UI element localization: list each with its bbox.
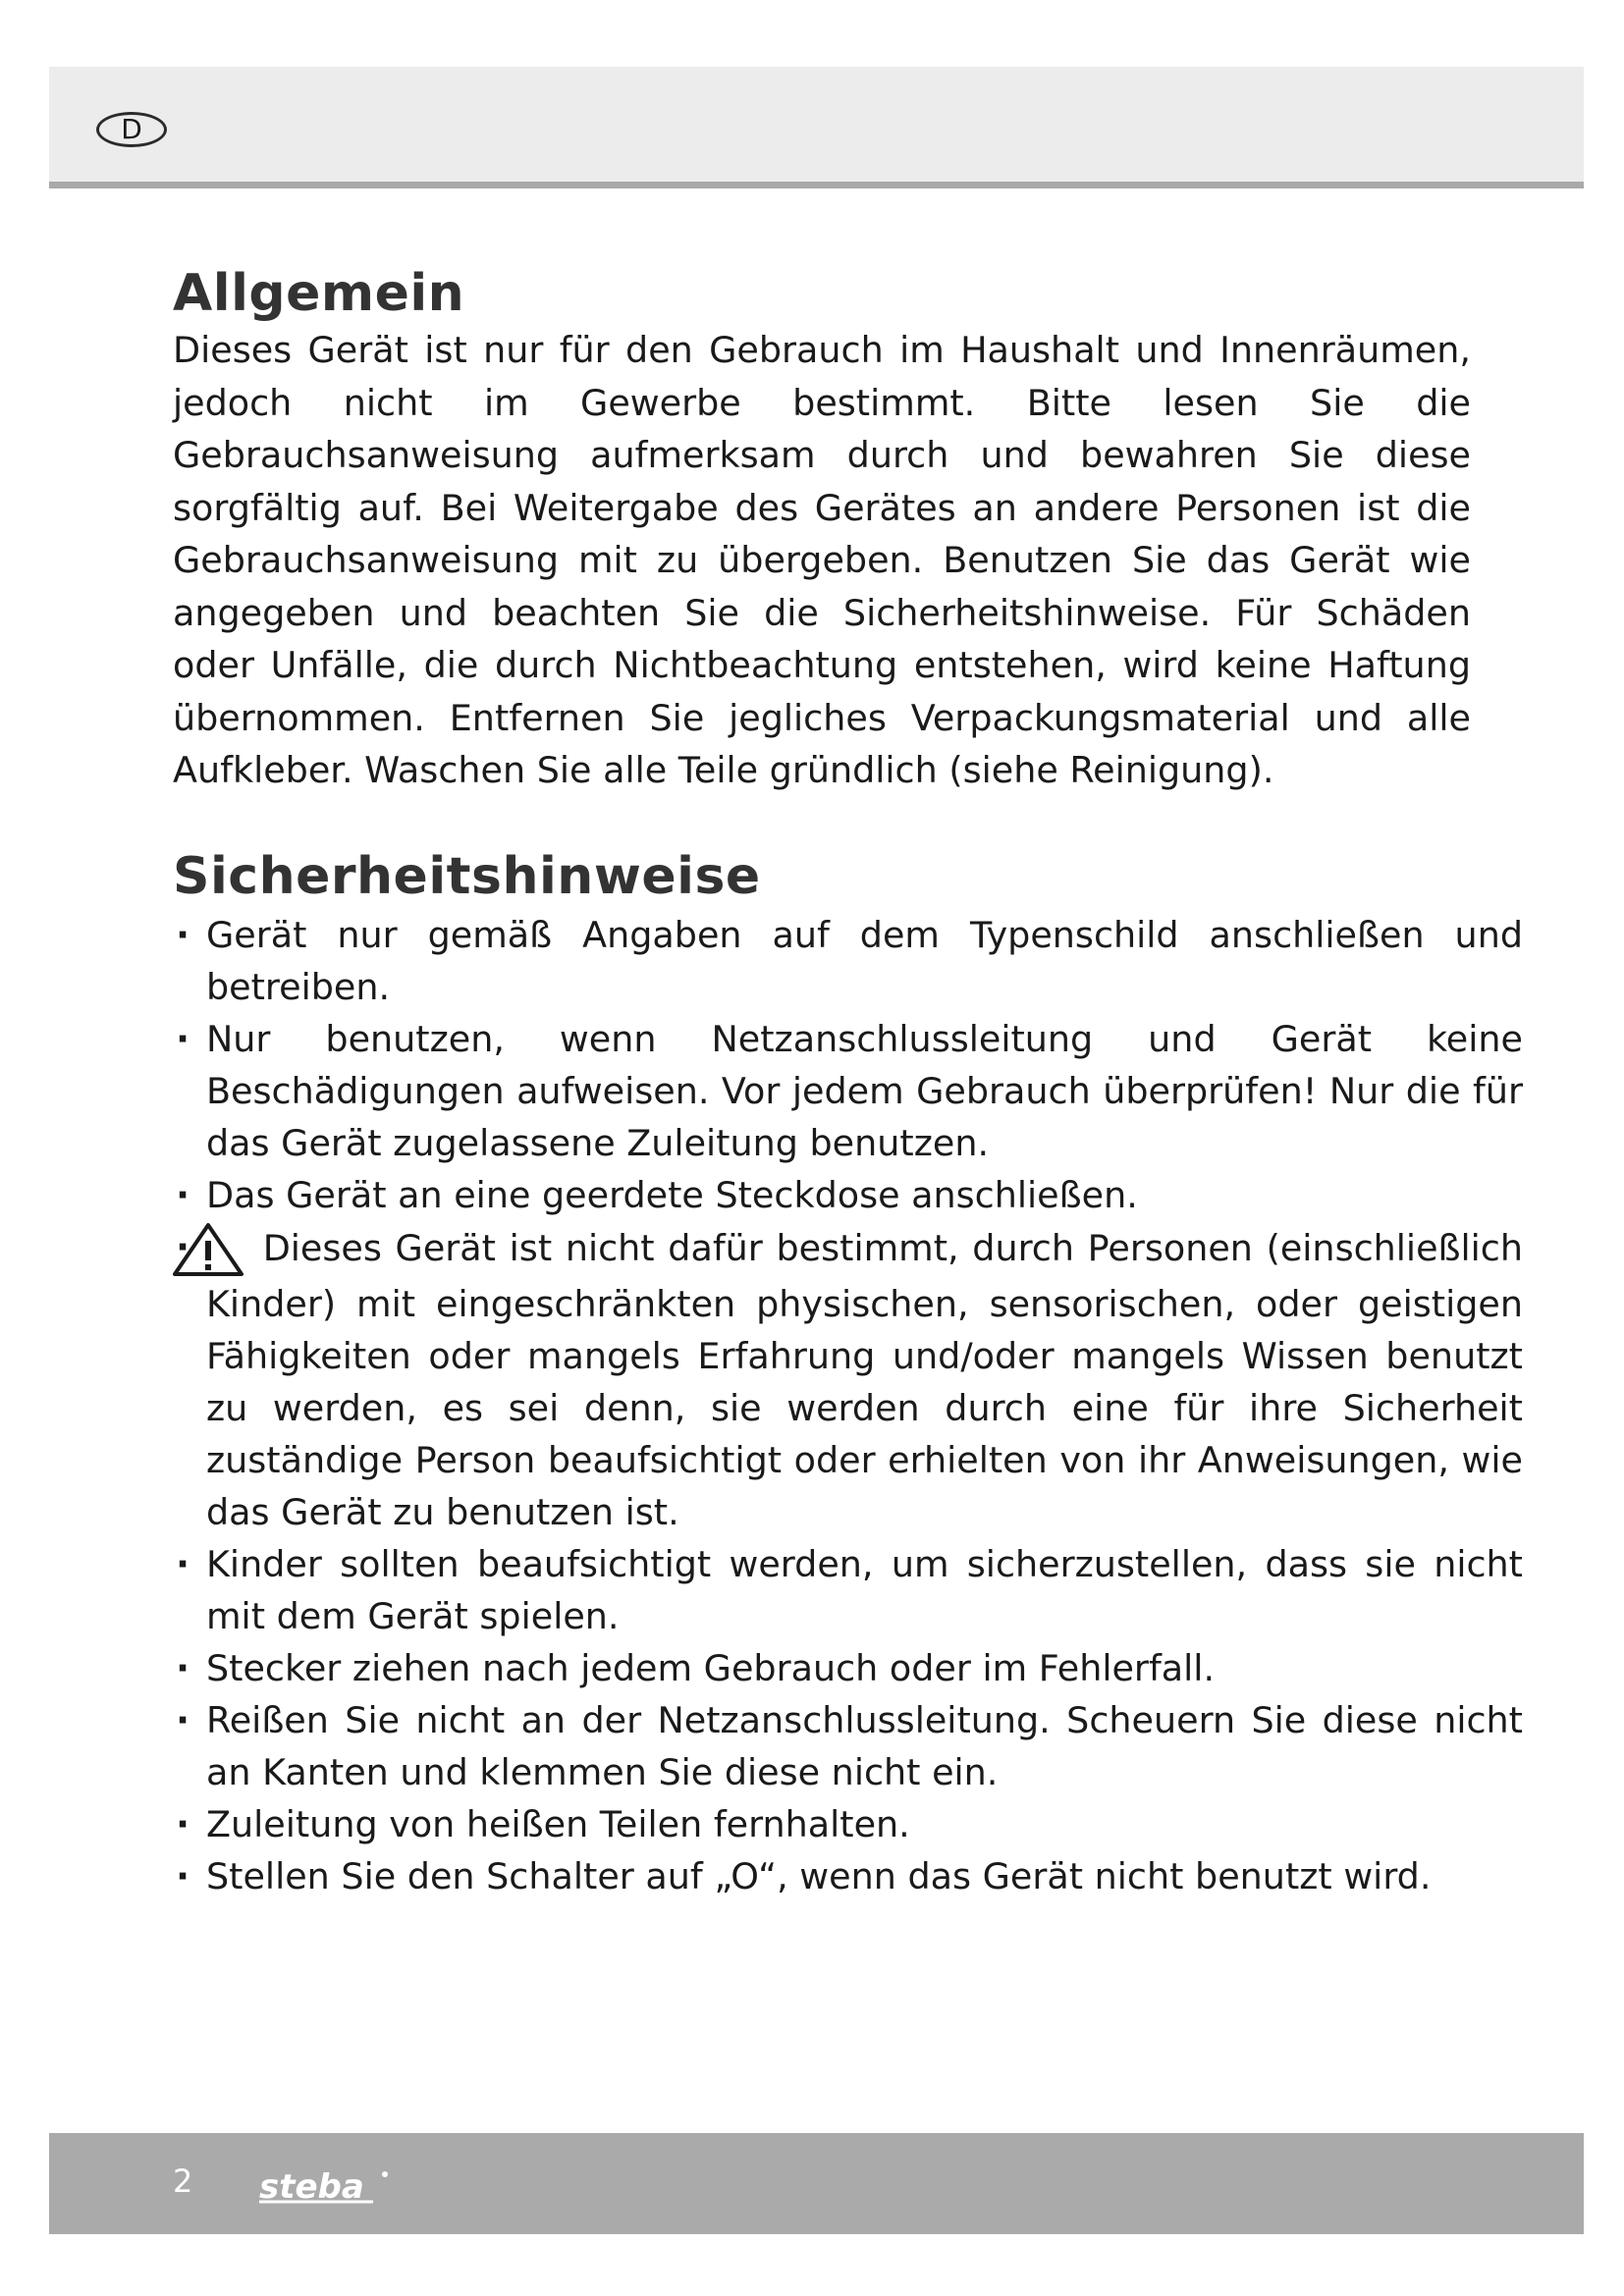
page-footer bbox=[49, 2133, 1584, 2234]
language-badge: D bbox=[96, 112, 167, 147]
safety-item-text: Nur benutzen, wenn Netzanschlussleitung und Gerät keine Beschädigungen aufweisen. Vor jedem Gebrauch überprüfen! Nur die für das Gerät zugelassene Zuleitung benutzen. bbox=[206, 1017, 1523, 1164]
bullet-icon: · bbox=[176, 913, 189, 956]
safety-item bbox=[173, 1642, 1523, 1694]
safety-item-text: Das Gerät an eine geerdete Steckdose anschließen. bbox=[206, 1173, 1138, 1216]
bullet-icon: · bbox=[176, 1698, 189, 1741]
bullet-icon: · bbox=[176, 1646, 189, 1689]
safety-section bbox=[173, 846, 1523, 1902]
safety-item-text: Stecker ziehen nach jedem Gebrauch oder im Fehlerfall. bbox=[206, 1646, 1216, 1689]
bullet-icon: · bbox=[176, 1173, 189, 1216]
bullet-icon: · bbox=[176, 1225, 189, 1268]
section-title-general: Allgemein bbox=[173, 264, 465, 323]
safety-item bbox=[173, 909, 1523, 1013]
safety-item bbox=[173, 1169, 1523, 1221]
safety-list bbox=[173, 909, 1523, 1902]
svg-text:steba: steba bbox=[259, 2167, 364, 2207]
bullet-icon: · bbox=[176, 1802, 189, 1845]
safety-item bbox=[173, 1798, 1523, 1850]
bullet-icon: · bbox=[176, 1542, 189, 1585]
steba-logo-icon bbox=[255, 2163, 422, 2212]
safety-item bbox=[173, 1013, 1523, 1169]
safety-item-text: Kinder sollten beaufsichtigt werden, um sicherzustellen, dass sie nicht mit dem Gerät spielen. bbox=[206, 1542, 1523, 1637]
safety-item bbox=[173, 1538, 1523, 1642]
safety-item-text: Stellen Sie den Schalter auf „O“, wenn das Gerät nicht benutzt wird. bbox=[206, 1854, 1432, 1897]
page-content bbox=[173, 263, 1523, 1902]
bullet-icon: · bbox=[176, 1017, 189, 1060]
bullet-icon: · bbox=[176, 1854, 189, 1897]
safety-item-text: Zuleitung von heißen Teilen fernhalten. bbox=[206, 1802, 910, 1845]
safety-item bbox=[173, 1694, 1523, 1798]
safety-item-text: Dieses Gerät ist nicht dafür bestimmt, durch Personen (einschließlich Kinder) mit eingeschränkten physischen, sensorischen, oder geistigen Fähigkeiten oder mangels Erfahrung und/oder mangels Wissen benutzt zu werden, es sei denn, sie werden durch eine für ihre Sicherheit zuständige Person beaufsichtigt oder erhielten von ihr Anweisungen, wie das Gerät zu benutzen ist. bbox=[206, 1226, 1523, 1533]
page-number: 2 bbox=[173, 2163, 193, 2200]
safety-item bbox=[173, 1850, 1523, 1902]
general-paragraph: Dieses Gerät ist nur für den Gebrauch im Haushalt und Innenräumen, jedoch nicht im Gewerbe bestimmt. Bitte lesen Sie die Gebrauchsanweisung aufmerksam durch und bewahren Sie diese sorgfältig auf. Bei Weitergabe des Gerätes an andere Personen ist die Gebrauchsanweisung mit zu übergeben. Benutzen Sie das Gerät wie angegeben und beachten Sie die Sicherheitshinweise. Für Schäden oder Unfälle, die durch Nichtbeachtung entstehen, wird keine Haftung übernommen. Entfernen Sie jegliches Verpackungsmaterial und alle Aufkleber. Waschen Sie alle Teile gründlich (siehe Reinigung). bbox=[173, 329, 1471, 791]
safety-item-text: Gerät nur gemäß Angaben auf dem Typenschild anschließen und betreiben. bbox=[206, 913, 1523, 1008]
page-header bbox=[49, 67, 1584, 188]
safety-item-text: Reißen Sie nicht an der Netzanschlussleitung. Scheuern Sie diese nicht an Kanten und klemmen Sie diese nicht ein. bbox=[206, 1698, 1523, 1793]
safety-item-warning bbox=[173, 1221, 1523, 1538]
section-title-safety: Sicherheitshinweise bbox=[173, 846, 761, 906]
